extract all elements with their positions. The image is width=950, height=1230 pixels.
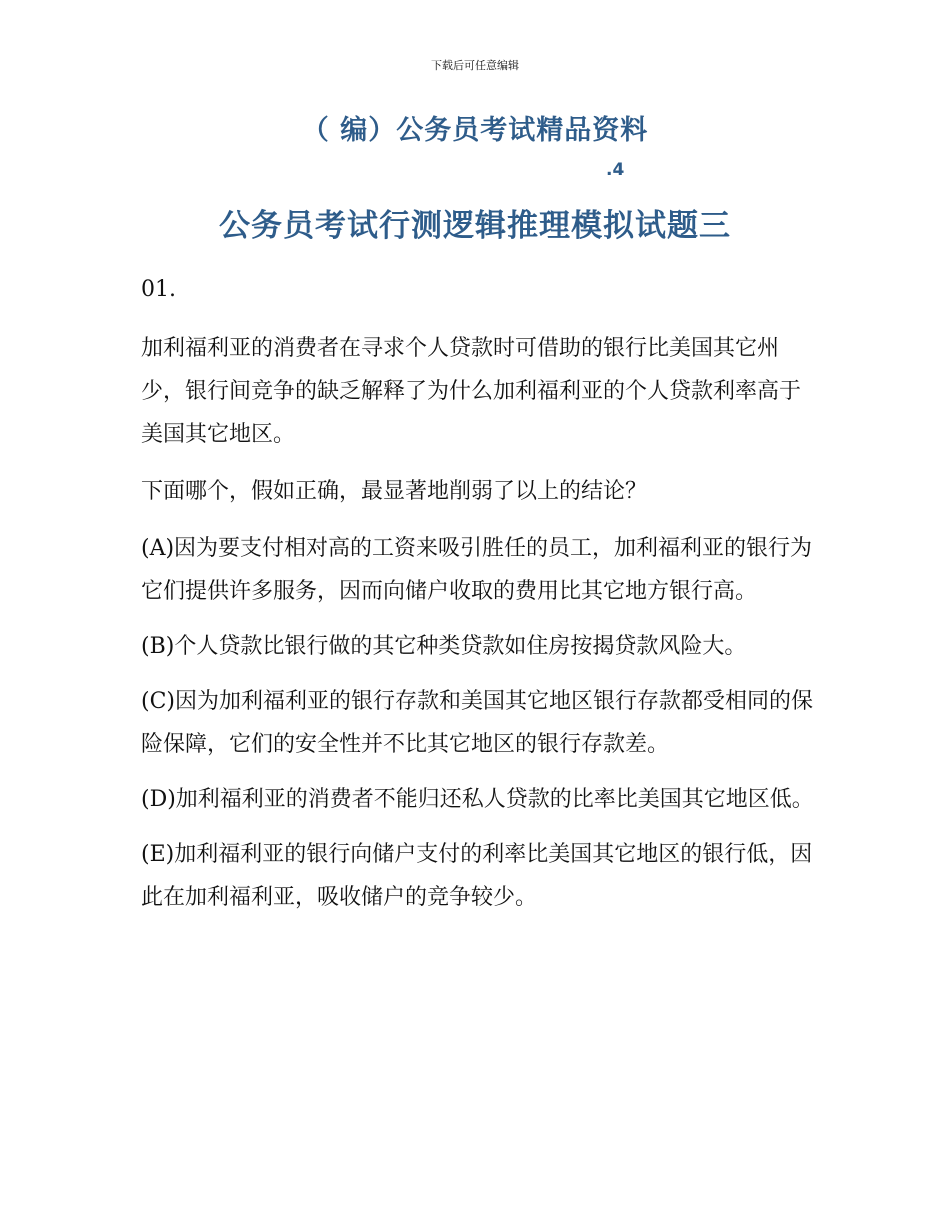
option-d: (D)加利福利亚的消费者不能归还私人贷款的比率比美国其它地区低。 [141,787,814,812]
question-body [141,268,821,931]
option-b: (B)个人贷款比银行做的其它种类贷款如住房按揭贷款风险大。 [141,634,747,659]
option-e: (E)加利福利亚的银行向储户支付的利率比美国其它地区的银行低，因此在加利福利亚，吸收储户的竞争较少。 [141,842,813,910]
document-version: .4 [606,160,625,180]
document-title: （ 编）公务员考试精品资料 [301,115,649,146]
option-c: (C)因为加利福利亚的银行存款和美国其它地区银行存款都受相同的保险保障，它们的安全性并不比其它地区的银行存款差。 [141,689,814,757]
document-subtitle: 公务员考试行测逻辑推理模拟试题三 [219,208,731,244]
question-prompt: 下面哪个，假如正确，最显著地削弱了以上的结论？ [141,479,648,504]
question-number: 01. [141,277,176,302]
question-stem: 加利福利亚的消费者在寻求个人贷款时可借助的银行比美国其它州少，银行间竞争的缺乏解释了为什么加利福利亚的个人贷款利率高于美国其它地区。 [141,336,802,447]
option-a: (A)因为要支付相对高的工资来吸引胜任的员工，加利福利亚的银行为它们提供许多服务，因而向储户收取的费用比其它地方银行高。 [141,536,813,604]
header-note: 下载后可任意编辑 [431,59,519,72]
